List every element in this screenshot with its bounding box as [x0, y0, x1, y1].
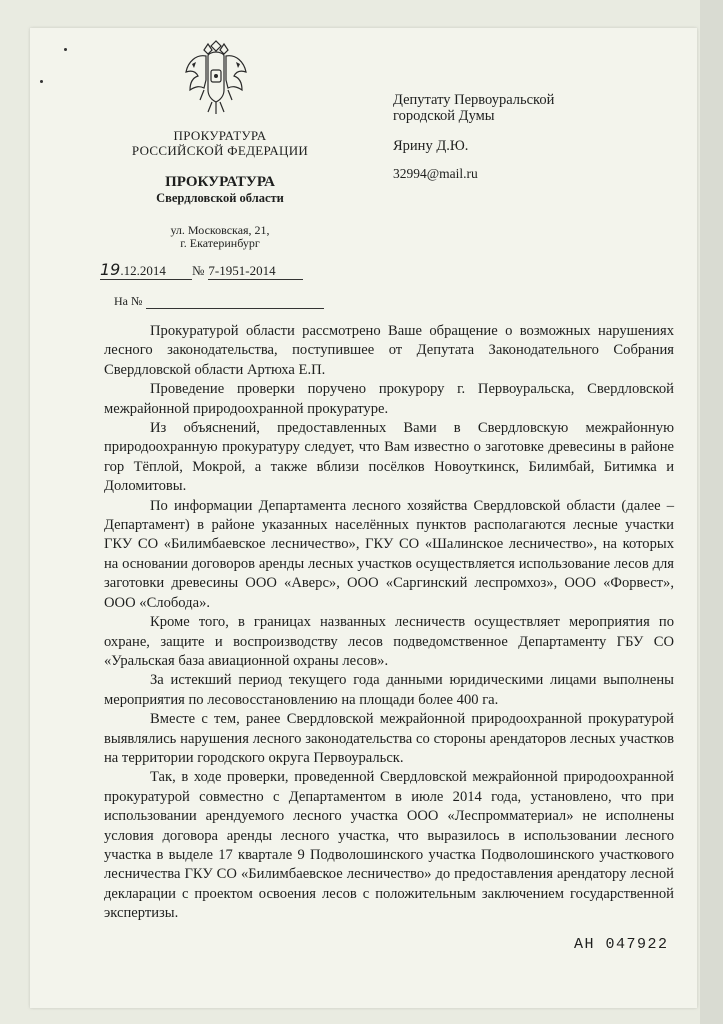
recipient-line2: городской Думы — [393, 108, 495, 124]
scanner-edge — [700, 0, 723, 1024]
date-day-handwritten: 19 — [100, 260, 121, 279]
sender-address-line2: г. Екатеринбург — [180, 236, 260, 250]
body-paragraph: Из объяснений, предоставленных Вами в Свердловскую межрайонную природоохранную прокуратуру следует, что Вам известно о заготовке древесины в районе гор Тёплой, Мокрой, а также вблизи посёлков Новоуткинск, Билимбай, Битимка и Доломитовы. — [104, 420, 674, 495]
document-page — [30, 28, 697, 1008]
recipient-block — [393, 92, 554, 182]
reply-to-label: На № — [114, 294, 143, 308]
letter-body — [104, 322, 674, 924]
date-rest: .12.2014 — [120, 263, 166, 278]
body-paragraph: Кроме того, в границах названных лесничеств осуществляет мероприятия по охране, защите и воспроизводству лесов подведомственное Департаменту ГБУ СО «Уральская база авиационной охраны лесов». — [104, 614, 674, 669]
number-sign: № — [192, 263, 205, 278]
sender-block — [90, 128, 350, 250]
recipient-name: Ярину Д.Ю. — [393, 138, 469, 154]
sender-org-region: Свердловской области — [156, 191, 284, 205]
serial-number: АН 047922 — [574, 936, 669, 953]
body-paragraph: Проведение проверки поручено прокурору г. Первоуральска, Свердловской межрайонной природоохранной прокуратуре. — [104, 381, 674, 417]
body-paragraph: Вместе с тем, ранее Свердловской межрайонной природоохранной прокуратурой выявлялись нарушения лесного законодательства со стороны арендаторов лесных участков на территории городского округа Первоуральск. — [104, 711, 674, 766]
scan-speck — [64, 48, 67, 51]
document-date-line — [100, 260, 303, 280]
sender-org-line1: ПРОКУРАТУРА — [173, 128, 267, 143]
reply-to-blank — [146, 297, 324, 309]
recipient-email: 32994@mail.ru — [393, 166, 478, 181]
body-paragraph: Так, в ходе проверки, проведенной Свердловской межрайонной природоохранной прокуратурой совместно с Департаментом в июле 2014 года, установлено, что при использовании арендуемого лесного участка ООО «Леспромматериал» не исполнены условия договора аренды лесного участка, что выразилось в использовании лесного участка в выделе 17 квартале 9 Подволошинского участка Подволошинского участкового лесничества ГКУ СО «Билимбаевское лесничество» до предоставления арендатору лесной декларации с проектом освоения лесов с положительным заключением государственной экспертизы. — [104, 769, 674, 922]
sender-org-line2: РОССИЙСКОЙ ФЕДЕРАЦИИ — [131, 143, 309, 158]
scan-speck — [40, 80, 43, 83]
document-date — [100, 260, 192, 280]
body-paragraph: По информации Департамента лесного хозяйства Свердловской области (далее – Департамент) в районе указанных населённых пунктов располагаются лесные участки ГКУ СО «Билимбаевское лесничество», ГКУ СО «Шалинское лесничество», на которых на основании договоров аренды лесных участков осуществляется использование лесов для заготовки древесины ООО «Аверс», ООО «Саргинский леспромхоз», ООО «Форвест», ООО «Слобода». — [104, 497, 674, 611]
document-number: 7-1951-2014 — [208, 263, 303, 280]
sender-address-line1: ул. Московская, 21, — [170, 223, 270, 237]
recipient-line1: Депутату Первоуральской — [393, 92, 555, 108]
sender-org-title: ПРОКУРАТУРА — [165, 174, 275, 190]
body-paragraph: За истекший период текущего года данными юридическими лицами выполнены мероприятия по лесовосстановлению на площади более 400 га. — [104, 672, 674, 708]
coat-of-arms-icon — [182, 40, 250, 118]
body-paragraph: Прокуратурой области рассмотрено Ваше обращение о возможных нарушениях лесного законодательства, поступившее от Депутата Законодательного Собрания Свердловской области Артюха Е.П. — [104, 323, 674, 378]
reply-to-line — [114, 294, 324, 309]
